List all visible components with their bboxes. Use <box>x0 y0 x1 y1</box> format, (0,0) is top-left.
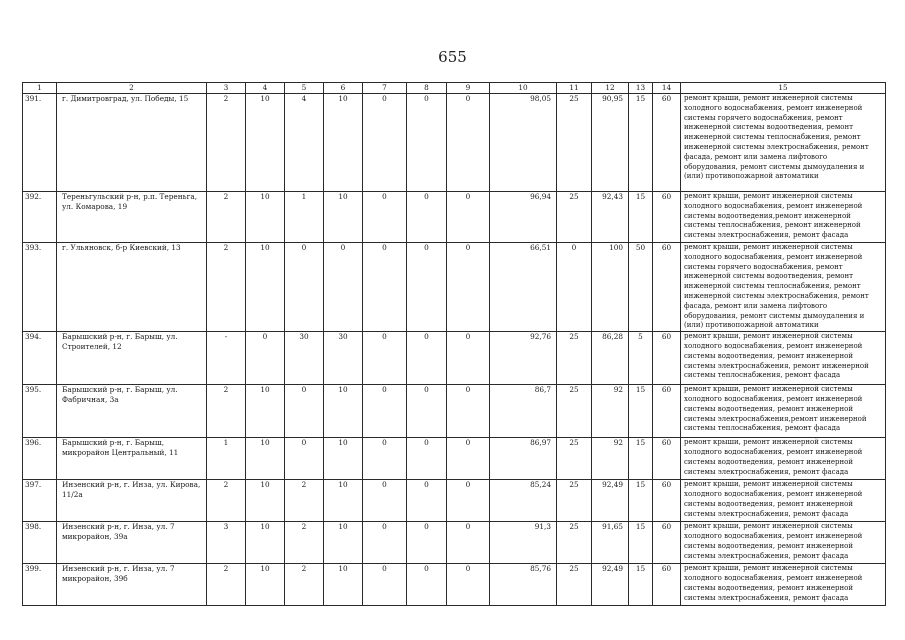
value-cell-col-13: 15 <box>629 522 653 564</box>
address-cell: Инзенский р-н, г. Инза, ул. 7 микрорайон, 39а <box>57 522 207 564</box>
value-cell-col-6: 10 <box>324 564 363 606</box>
value-cell-col-5: 0 <box>285 438 324 480</box>
work-description-cell: ремонт крыши, ремонт инженерной системы холодного водоснабжения, ремонт инженерной системы водоотведения, ремонт инженерной системы электроснабжения, ремонт фасада <box>681 438 886 480</box>
value-cell-col-12: 100 <box>592 243 629 332</box>
value-cell-col-11: 25 <box>557 480 592 522</box>
value-cell-col-8: 0 <box>407 332 447 385</box>
value-cell-col-11: 25 <box>557 385 592 438</box>
value-cell-col-14: 60 <box>653 192 681 243</box>
column-number: 14 <box>653 83 681 94</box>
value-cell-col-5: 0 <box>285 243 324 332</box>
value-cell-col-9: 0 <box>447 94 490 192</box>
value-cell-col-6: 10 <box>324 94 363 192</box>
work-description-cell: ремонт крыши, ремонт инженерной системы холодного водоснабжения, ремонт инженерной системы водоотведения, ремонт инженерной системы электроснабжения, ремонт инженерной системы теплоснабжения, ремонт фасада <box>681 332 886 385</box>
row-number: 395. <box>23 385 57 438</box>
value-cell-col-3: - <box>207 332 246 385</box>
value-cell-col-7: 0 <box>363 480 407 522</box>
column-number: 9 <box>447 83 490 94</box>
value-cell-col-7: 0 <box>363 192 407 243</box>
value-cell-col-12: 86,28 <box>592 332 629 385</box>
value-cell-col-9: 0 <box>447 243 490 332</box>
repair-table <box>22 82 886 606</box>
value-cell-col-11: 25 <box>557 522 592 564</box>
table-row <box>23 332 886 385</box>
value-cell-col-11: 25 <box>557 192 592 243</box>
table-row <box>23 94 886 192</box>
value-cell-col-13: 50 <box>629 243 653 332</box>
value-cell-col-9: 0 <box>447 332 490 385</box>
value-cell-col-8: 0 <box>407 94 447 192</box>
value-cell-col-10: 85,24 <box>490 480 557 522</box>
value-cell-col-12: 92,49 <box>592 564 629 606</box>
value-cell-col-7: 0 <box>363 438 407 480</box>
row-number: 391. <box>23 94 57 192</box>
value-cell-col-5: 2 <box>285 522 324 564</box>
table-row <box>23 438 886 480</box>
value-cell-col-7: 0 <box>363 564 407 606</box>
value-cell-col-9: 0 <box>447 480 490 522</box>
column-number: 10 <box>490 83 557 94</box>
value-cell-col-8: 0 <box>407 192 447 243</box>
row-number: 392. <box>23 192 57 243</box>
value-cell-col-4: 10 <box>246 480 285 522</box>
value-cell-col-3: 3 <box>207 522 246 564</box>
table-row <box>23 564 886 606</box>
row-number: 393. <box>23 243 57 332</box>
value-cell-col-6: 10 <box>324 522 363 564</box>
value-cell-col-11: 25 <box>557 94 592 192</box>
value-cell-col-11: 0 <box>557 243 592 332</box>
value-cell-col-5: 30 <box>285 332 324 385</box>
address-cell: Барышский р-н, г. Барыш, ул. Фабричная, 3а <box>57 385 207 438</box>
value-cell-col-7: 0 <box>363 243 407 332</box>
column-number-row <box>23 83 886 94</box>
address-cell: Инзенский р-н, г. Инза, ул. Кирова, 11/2а <box>57 480 207 522</box>
value-cell-col-7: 0 <box>363 332 407 385</box>
column-number: 2 <box>57 83 207 94</box>
work-description-cell: ремонт крыши, ремонт инженерной системы холодного водоснабжения, ремонт инженерной системы водоотведения, ремонт инженерной системы электроснабжения, ремонт фасада <box>681 522 886 564</box>
value-cell-col-6: 0 <box>324 243 363 332</box>
value-cell-col-8: 0 <box>407 438 447 480</box>
value-cell-col-11: 25 <box>557 332 592 385</box>
column-number: 7 <box>363 83 407 94</box>
value-cell-col-9: 0 <box>447 438 490 480</box>
table-row <box>23 522 886 564</box>
page-number: 655 <box>438 48 467 66</box>
value-cell-col-14: 60 <box>653 522 681 564</box>
row-number: 394. <box>23 332 57 385</box>
value-cell-col-4: 10 <box>246 192 285 243</box>
value-cell-col-12: 90,95 <box>592 94 629 192</box>
value-cell-col-6: 30 <box>324 332 363 385</box>
value-cell-col-8: 0 <box>407 243 447 332</box>
value-cell-col-14: 60 <box>653 438 681 480</box>
value-cell-col-5: 4 <box>285 94 324 192</box>
row-number: 399. <box>23 564 57 606</box>
column-number: 8 <box>407 83 447 94</box>
value-cell-col-3: 2 <box>207 480 246 522</box>
value-cell-col-14: 60 <box>653 94 681 192</box>
value-cell-col-10: 66,51 <box>490 243 557 332</box>
work-description-cell: ремонт крыши, ремонт инженерной системы холодного водоснабжения, ремонт инженерной системы водоотведения, ремонт инженерной системы электроснабжения,ремонт инженерной системы теплоснабжения, ремонт фасада <box>681 385 886 438</box>
value-cell-col-3: 2 <box>207 243 246 332</box>
value-cell-col-13: 15 <box>629 438 653 480</box>
row-number: 397. <box>23 480 57 522</box>
value-cell-col-14: 60 <box>653 332 681 385</box>
column-number: 11 <box>557 83 592 94</box>
address-cell: г. Ульяновск, б-р Киевский, 13 <box>57 243 207 332</box>
value-cell-col-10: 85,76 <box>490 564 557 606</box>
table-row <box>23 243 886 332</box>
work-description-cell: ремонт крыши, ремонт инженерной системы холодного водоснабжения, ремонт инженерной системы водоотведения,ремонт инженерной системы теплоснабжения, ремонт инженерной системы электроснабжения, ремонт фасада <box>681 192 886 243</box>
value-cell-col-11: 25 <box>557 564 592 606</box>
value-cell-col-10: 92,76 <box>490 332 557 385</box>
address-cell: Инзенский р-н, г. Инза, ул. 7 микрорайон, 39б <box>57 564 207 606</box>
value-cell-col-13: 15 <box>629 94 653 192</box>
value-cell-col-8: 0 <box>407 522 447 564</box>
value-cell-col-6: 10 <box>324 192 363 243</box>
value-cell-col-5: 2 <box>285 480 324 522</box>
value-cell-col-5: 2 <box>285 564 324 606</box>
value-cell-col-7: 0 <box>363 522 407 564</box>
table-row <box>23 385 886 438</box>
value-cell-col-12: 92 <box>592 438 629 480</box>
value-cell-col-6: 10 <box>324 438 363 480</box>
value-cell-col-9: 0 <box>447 522 490 564</box>
value-cell-col-5: 1 <box>285 192 324 243</box>
value-cell-col-4: 10 <box>246 438 285 480</box>
value-cell-col-12: 92,43 <box>592 192 629 243</box>
value-cell-col-13: 5 <box>629 332 653 385</box>
value-cell-col-6: 10 <box>324 385 363 438</box>
column-number: 6 <box>324 83 363 94</box>
value-cell-col-14: 60 <box>653 564 681 606</box>
value-cell-col-3: 2 <box>207 564 246 606</box>
table-row <box>23 192 886 243</box>
column-number: 13 <box>629 83 653 94</box>
value-cell-col-5: 0 <box>285 385 324 438</box>
column-number: 15 <box>681 83 886 94</box>
value-cell-col-4: 10 <box>246 564 285 606</box>
value-cell-col-14: 60 <box>653 480 681 522</box>
work-description-cell: ремонт крыши, ремонт инженерной системы холодного водоснабжения, ремонт инженерной системы водоотведения, ремонт инженерной системы электроснабжения, ремонт фасада <box>681 564 886 606</box>
value-cell-col-13: 15 <box>629 192 653 243</box>
value-cell-col-3: 1 <box>207 438 246 480</box>
table-body <box>23 94 886 606</box>
column-number: 12 <box>592 83 629 94</box>
value-cell-col-4: 0 <box>246 332 285 385</box>
value-cell-col-13: 15 <box>629 480 653 522</box>
value-cell-col-10: 98,05 <box>490 94 557 192</box>
value-cell-col-12: 92 <box>592 385 629 438</box>
value-cell-col-12: 91,65 <box>592 522 629 564</box>
value-cell-col-4: 10 <box>246 522 285 564</box>
address-cell: Барышский р-н, г. Барыш, ул. Строителей, 12 <box>57 332 207 385</box>
value-cell-col-13: 15 <box>629 564 653 606</box>
value-cell-col-10: 86,97 <box>490 438 557 480</box>
value-cell-col-10: 96,94 <box>490 192 557 243</box>
value-cell-col-10: 86,7 <box>490 385 557 438</box>
value-cell-col-6: 10 <box>324 480 363 522</box>
value-cell-col-3: 2 <box>207 94 246 192</box>
work-description-cell: ремонт крыши, ремонт инженерной системы холодного водоснабжения, ремонт инженерной системы водоотведения, ремонт инженерной системы электроснабжения, ремонт фасада <box>681 480 886 522</box>
value-cell-col-9: 0 <box>447 564 490 606</box>
work-description-cell: ремонт крыши, ремонт инженерной системы холодного водоснабжения, ремонт инженерной системы горячего водоснабжения, ремонт инженерной системы водоотведения, ремонт инженерной системы теплоснабжения, ремонт инженерной системы электроснабжения, ремонт фасада, ремонт или замена лифтового оборудования, ремонт системы дымоудаления и (или) противопожарной автоматики <box>681 243 886 332</box>
value-cell-col-9: 0 <box>447 385 490 438</box>
address-cell: Барышский р-н, г. Барыш, микрорайон Центральный, 11 <box>57 438 207 480</box>
value-cell-col-13: 15 <box>629 385 653 438</box>
value-cell-col-10: 91,3 <box>490 522 557 564</box>
value-cell-col-4: 10 <box>246 243 285 332</box>
value-cell-col-14: 60 <box>653 385 681 438</box>
value-cell-col-7: 0 <box>363 385 407 438</box>
column-number: 1 <box>23 83 57 94</box>
value-cell-col-3: 2 <box>207 192 246 243</box>
value-cell-col-9: 0 <box>447 192 490 243</box>
value-cell-col-8: 0 <box>407 564 447 606</box>
value-cell-col-8: 0 <box>407 385 447 438</box>
value-cell-col-4: 10 <box>246 385 285 438</box>
work-description-cell: ремонт крыши, ремонт инженерной системы холодного водоснабжения, ремонт инженерной системы горячего водоснабжения, ремонт инженерной системы водоотведения, ремонт инженерной системы теплоснабжения, ремонт инженерной системы электроснабжения, ремонт фасада, ремонт или замена лифтового оборудования, ремонт системы дымоудаления и (или) противопожарной автоматики <box>681 94 886 192</box>
row-number: 398. <box>23 522 57 564</box>
value-cell-col-14: 60 <box>653 243 681 332</box>
table-row <box>23 480 886 522</box>
row-number: 396. <box>23 438 57 480</box>
column-number: 4 <box>246 83 285 94</box>
address-cell: Тереньгульский р-н, р.п. Тереньга, ул. Комарова, 19 <box>57 192 207 243</box>
address-cell: г. Димитровград, ул. Победы, 15 <box>57 94 207 192</box>
value-cell-col-8: 0 <box>407 480 447 522</box>
column-number: 3 <box>207 83 246 94</box>
value-cell-col-12: 92,49 <box>592 480 629 522</box>
column-number: 5 <box>285 83 324 94</box>
value-cell-col-11: 25 <box>557 438 592 480</box>
value-cell-col-3: 2 <box>207 385 246 438</box>
value-cell-col-4: 10 <box>246 94 285 192</box>
value-cell-col-7: 0 <box>363 94 407 192</box>
